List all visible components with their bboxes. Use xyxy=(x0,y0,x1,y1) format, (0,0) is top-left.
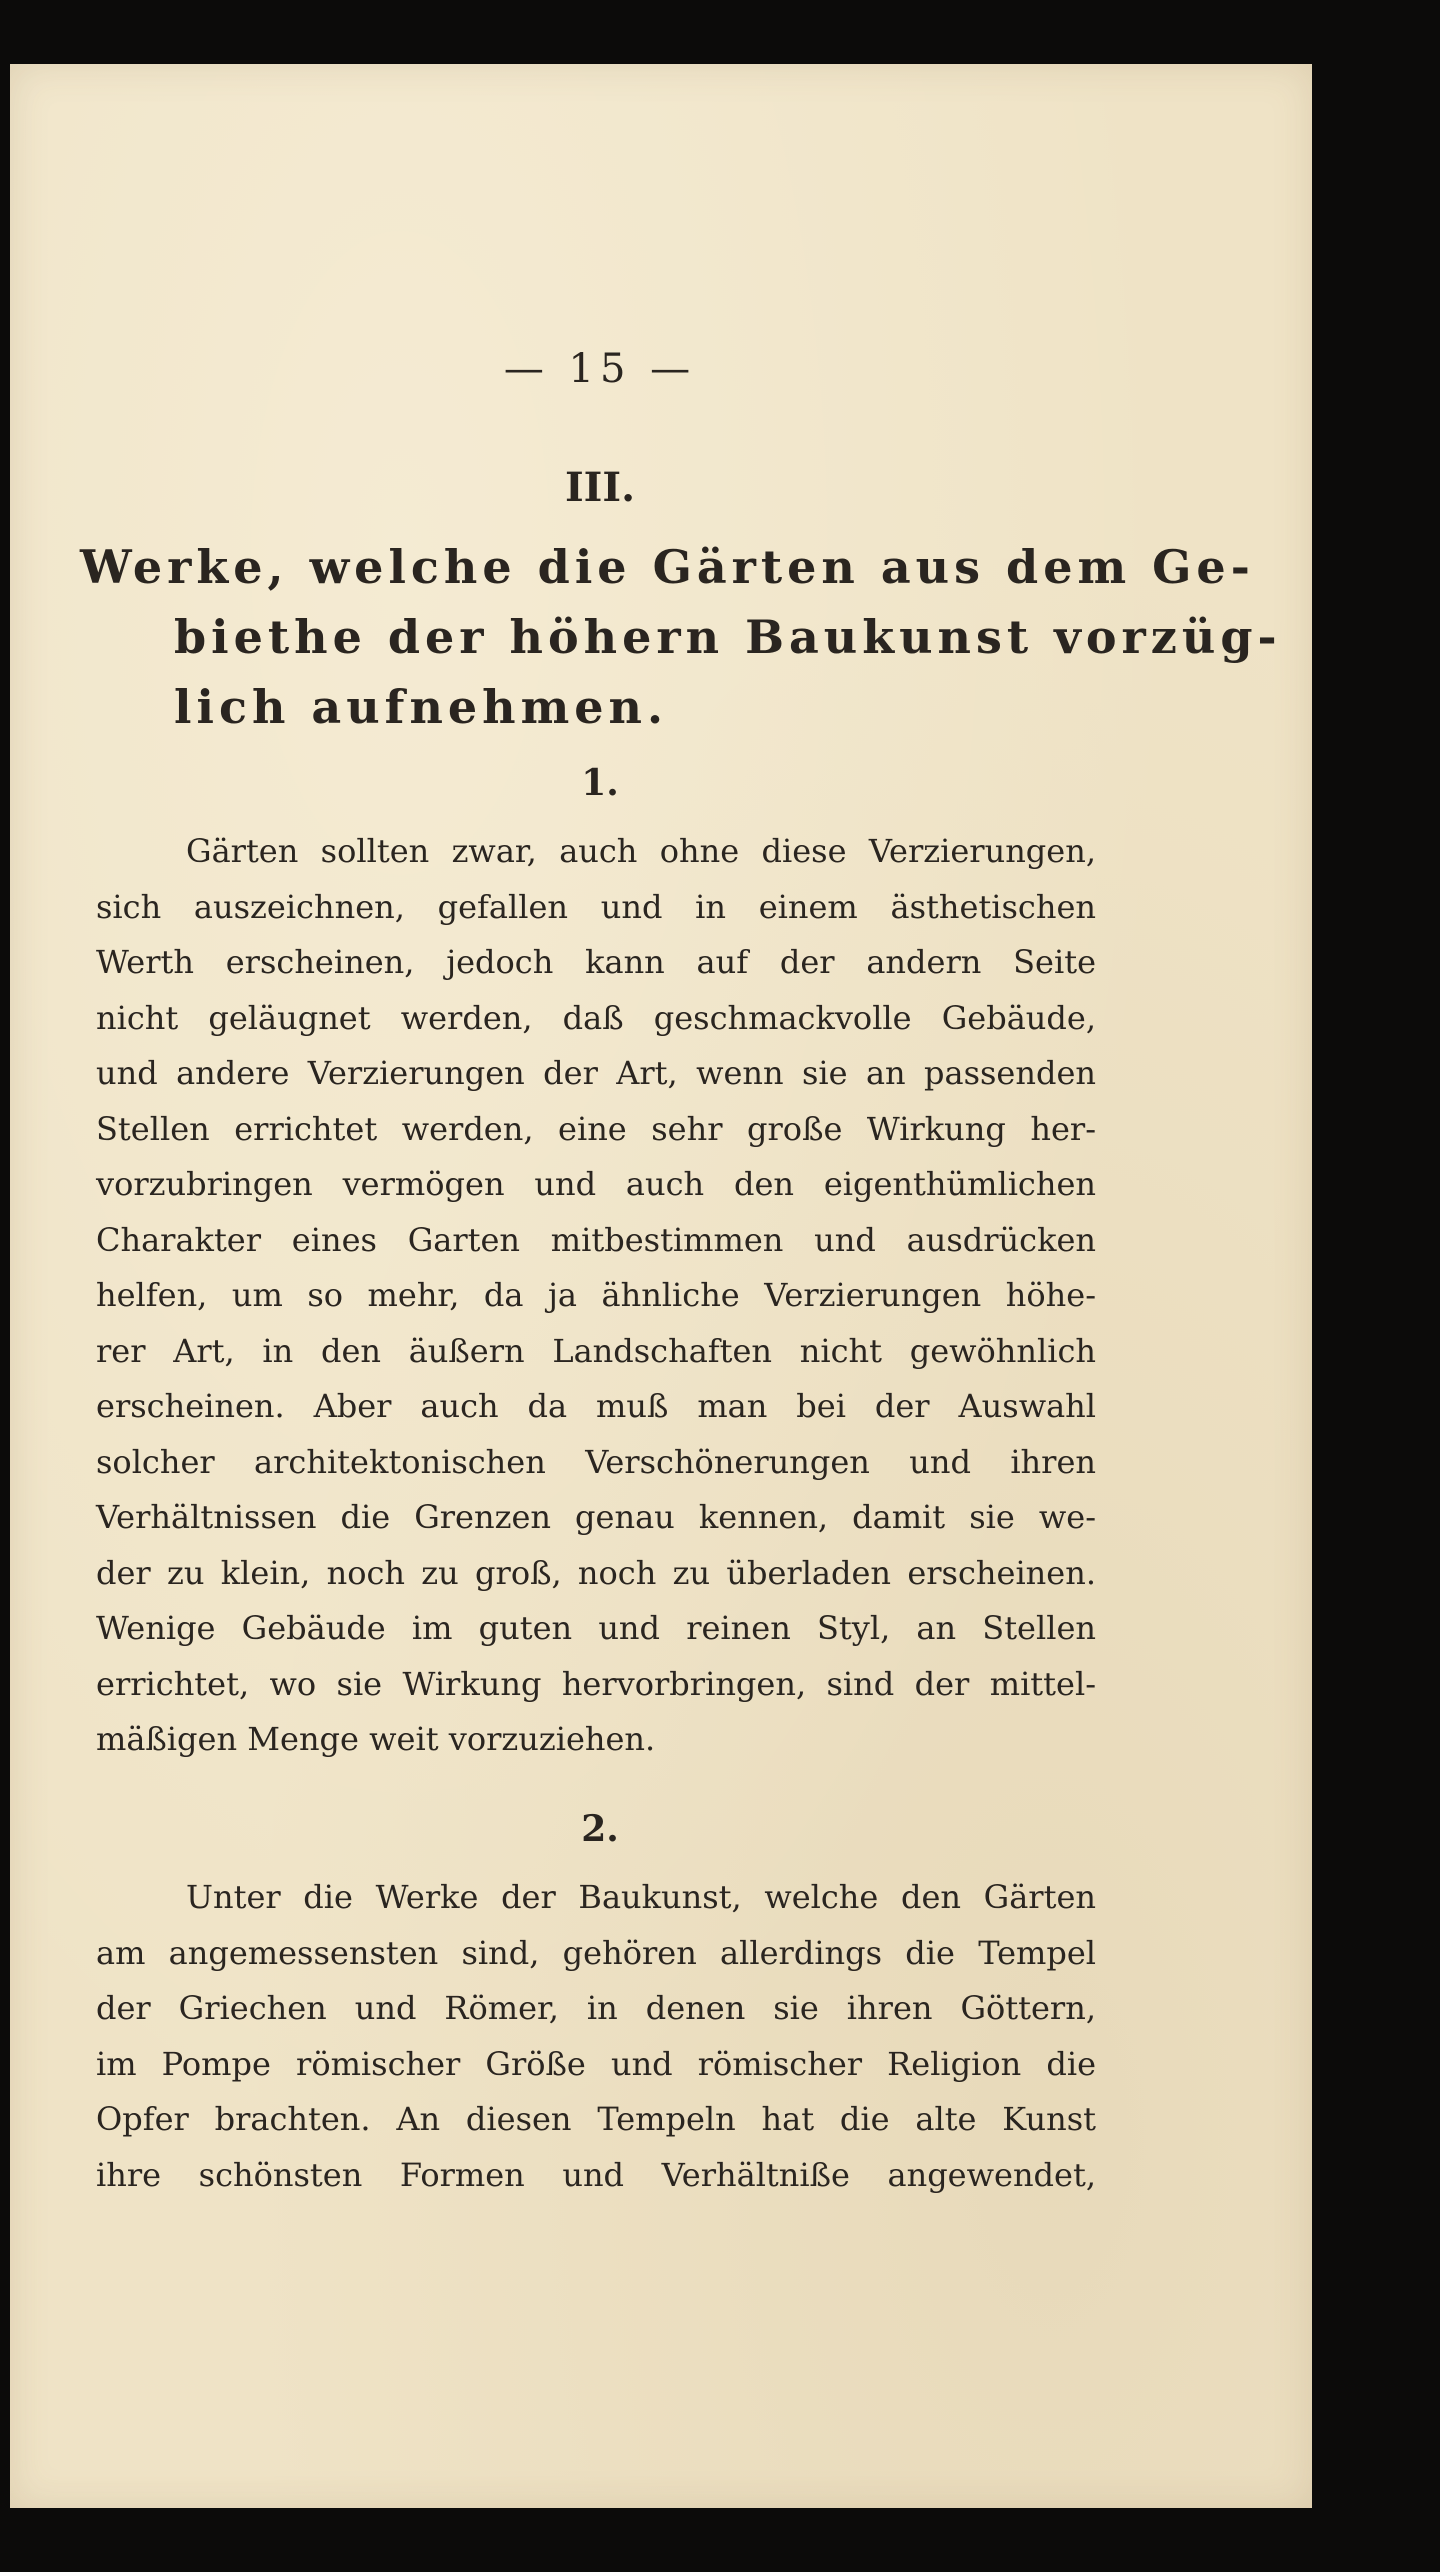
text-line: der Griechen und Römer, in denen sie ihren Göttern, xyxy=(96,1989,1096,2027)
text-line: der zu klein, noch zu groß, noch zu überladen erscheinen. xyxy=(96,1553,1096,1592)
text-line: vorzubringen vermögen und auch den eigenthümlichen xyxy=(96,1165,1096,1203)
text-line: errichtet, wo sie Wirkung hervorbringen, sind der mittel- xyxy=(96,1664,1096,1703)
text-line: Werth erscheinen, jedoch kann auf der andern Seite xyxy=(96,943,1096,981)
text-line: im Pompe römischer Größe und römischer Religion die xyxy=(96,2044,1096,2083)
text-line: ihre schönsten Formen und Verhältniße angewendet, xyxy=(96,2155,1096,2194)
text-line: solcher architektonischen Verschönerungen und ihren xyxy=(96,1442,1096,1481)
subsection-number: 1. xyxy=(581,762,619,804)
paragraph xyxy=(96,824,1096,1768)
paragraph xyxy=(96,1870,1096,2203)
section-number: III. xyxy=(564,464,636,511)
heading-line: Werke, welche die Gärten aus dem Ge- xyxy=(80,540,1255,594)
chapter-heading xyxy=(80,532,1282,742)
text-line: erscheinen. Aber auch da muß man bei der Auswahl xyxy=(96,1387,1096,1425)
text-line: rer Art, in den äußern Landschaften nicht gewöhnlich xyxy=(96,1331,1096,1370)
text-line: am angemessensten sind, gehören allerdings die Tempel xyxy=(96,1933,1096,1972)
text-line: Wenige Gebäude im guten und reinen Styl, an Stellen xyxy=(96,1609,1096,1647)
text-line: Opfer brachten. An diesen Tempeln hat die alte Kunst xyxy=(96,2100,1096,2138)
heading-line: lich aufnehmen. xyxy=(174,680,669,734)
text-line: Gärten sollten zwar, auch ohne diese Verzierungen, xyxy=(186,832,1096,870)
text-line: Verhältnissen die Grenzen genau kennen, damit sie we- xyxy=(96,1498,1096,1536)
text-line: Charakter eines Garten mitbestimmen und ausdrücken xyxy=(96,1220,1096,1259)
text-line: nicht geläugnet werden, daß geschmackvolle Gebäude, xyxy=(96,998,1096,1037)
heading-line: biethe der höhern Baukunst vorzüg- xyxy=(174,610,1282,664)
text-line: Unter die Werke der Baukunst, welche den Gärten xyxy=(186,1878,1096,1916)
text-line: und andere Verzierungen der Art, wenn sie an passenden xyxy=(96,1054,1096,1092)
book-page xyxy=(10,64,1312,2508)
page-number: — 15 — xyxy=(503,346,697,392)
text-line: Stellen errichtet werden, eine sehr große Wirkung her- xyxy=(96,1109,1096,1148)
subsection-number: 2. xyxy=(581,1808,619,1850)
text-line: helfen, um so mehr, da ja ähnliche Verzierungen höhe- xyxy=(96,1276,1096,1314)
text-line: mäßigen Menge weit vorzuziehen. xyxy=(96,1720,656,1758)
text-line: sich auszeichnen, gefallen und in einem ästhetischen xyxy=(96,887,1096,926)
